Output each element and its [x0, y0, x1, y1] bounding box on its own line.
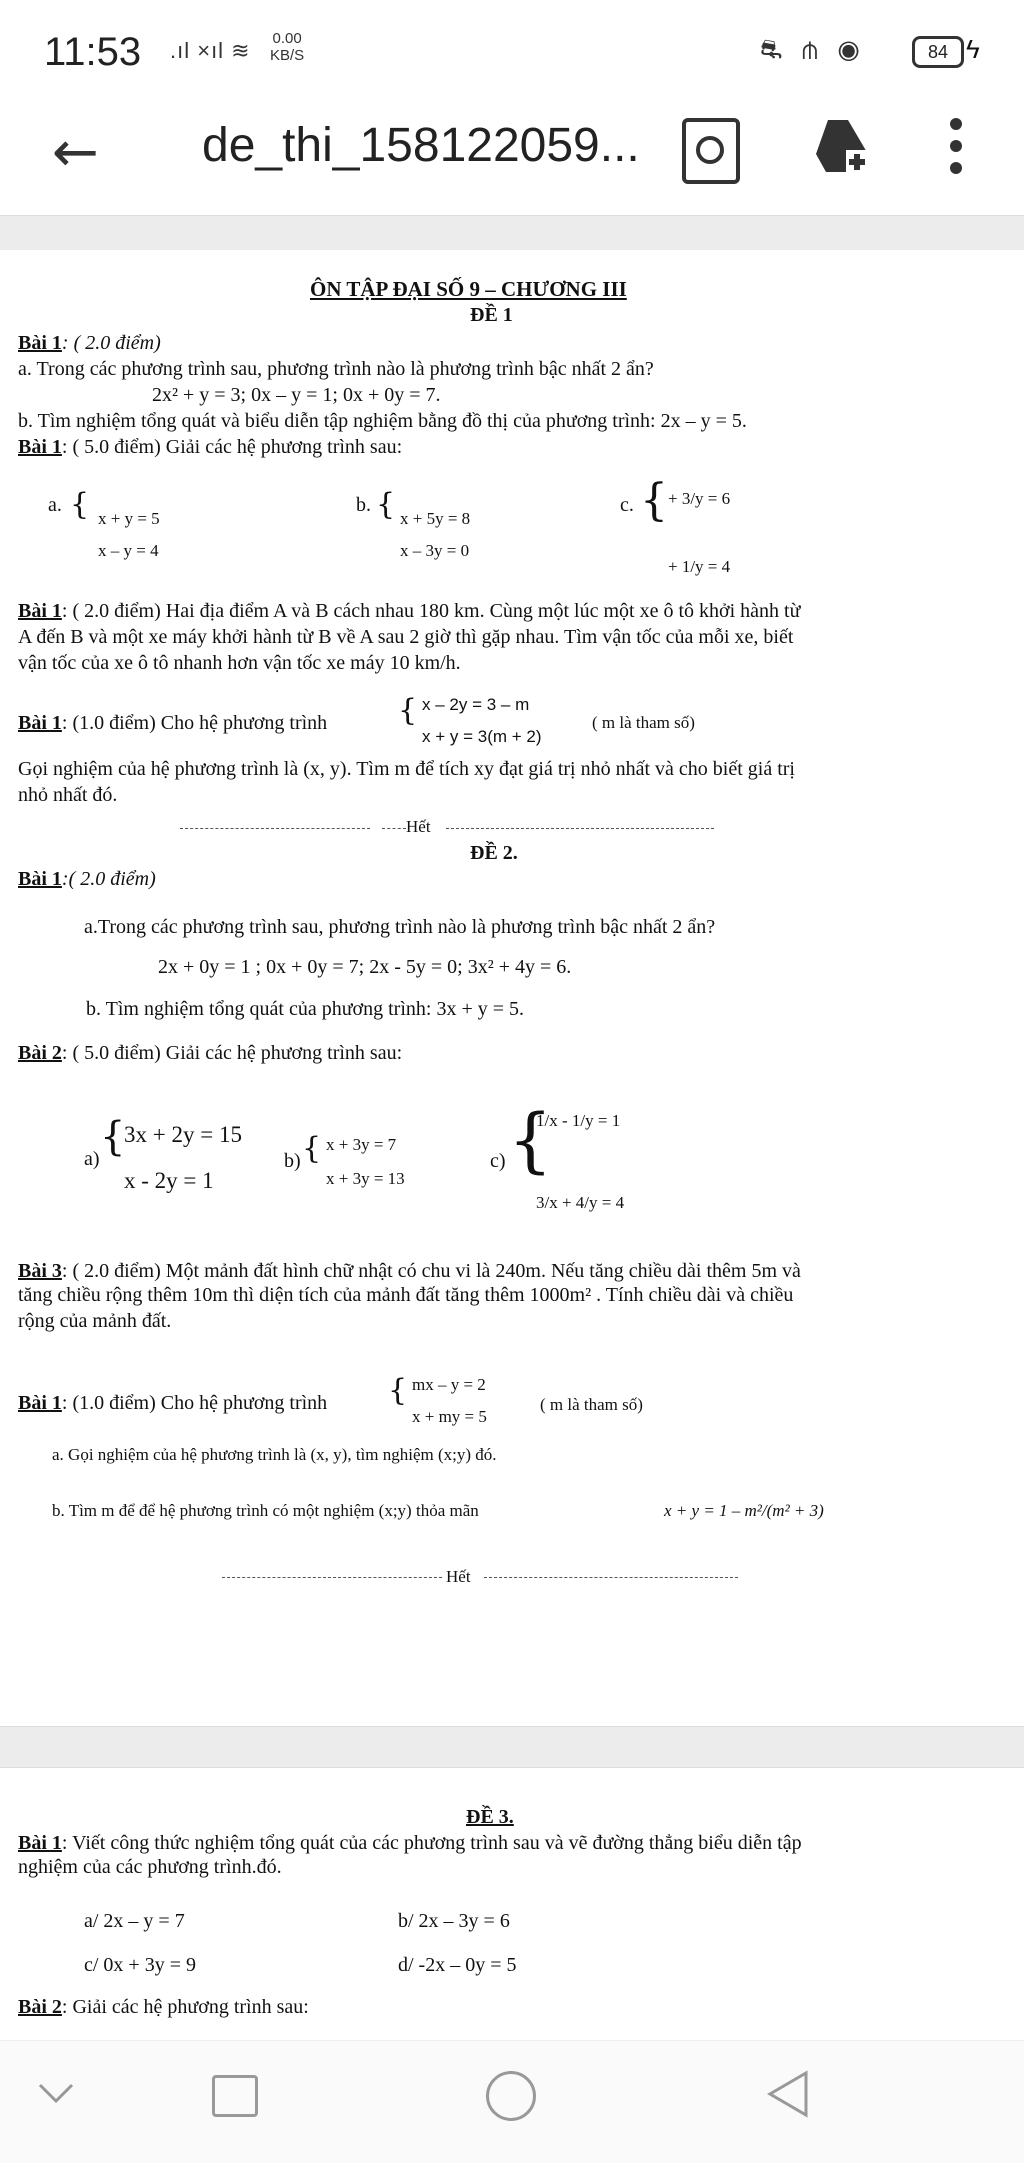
d2-bai4-eq1: mx – y = 2: [412, 1375, 486, 1394]
d2-sys-b-1: x + 3y = 7: [326, 1135, 397, 1154]
d2-bai1-eq: 2x + 0y = 1 ; 0x + 0y = 7; 2x - 5y = 0; 3x² + 4y = 6.: [158, 956, 572, 978]
d2-bai3: Bài 3: ( 2.0 điểm) Một mảnh đất hình chữ nhật có chu vi là 240m. Nếu tăng chiều dài thêm 5m và: [18, 1260, 801, 1282]
charging-icon: ϟ: [966, 34, 980, 64]
de3-title: ĐỀ 3.: [466, 1806, 514, 1828]
d2-bai4-b-eq: x + y = 1 – m²/(m² + 3): [664, 1501, 824, 1520]
brace-icon: {: [70, 487, 90, 522]
status-bar: [0, 0, 1024, 110]
page-gap: [0, 1726, 1024, 1768]
battery-icon: 84: [912, 36, 964, 68]
d1-bai4-q1: Gọi nghiệm của hệ phương trình là (x, y). Tìm m để tích xy đạt giá trị nhỏ nhất và cho biết giá trị: [18, 758, 795, 780]
brace-icon: {: [376, 487, 396, 522]
d1-bai4: Bài 1: (1.0 điểm) Cho hệ phương trình: [18, 712, 328, 734]
de1-title: ĐỀ 1: [470, 304, 513, 326]
d2-bai4-a: a. Gọi nghiệm của hệ phương trình là (x, y), tìm nghiệm (x;y) đó.: [52, 1445, 497, 1464]
d1-sys-a-2: x – y = 4: [98, 541, 159, 560]
d1-bai4-q2: nhỏ nhất đó.: [18, 784, 118, 806]
recents-icon[interactable]: [212, 2075, 258, 2117]
drive-add-icon[interactable]: [808, 114, 876, 182]
d2-bai3-l3: rộng của mảnh đất.: [18, 1310, 172, 1332]
brace-icon: {: [508, 1099, 553, 1181]
speed-unit: KB/S: [270, 47, 305, 64]
speed-value: 0.00: [272, 30, 302, 47]
more-icon[interactable]: [948, 118, 964, 184]
d2-sys-a-2: x - 2y = 1: [124, 1168, 214, 1193]
d2-sys-a-1: 3x + 2y = 15: [124, 1122, 242, 1147]
d3-bai1-l2: nghiệm của các phương trình.đó.: [18, 1856, 282, 1878]
d2-bai2: Bài 2: ( 5.0 điểm) Giải các hệ phương trình sau:: [18, 1042, 403, 1064]
d1-sys-b-1: x + 5y = 8: [400, 509, 471, 528]
d1-sys-b-label: b.: [356, 494, 371, 516]
d2-sys-b-2: x + 3y = 13: [326, 1169, 405, 1188]
d2-bai4-param: ( m là tham số): [540, 1395, 643, 1414]
d1-bai2: Bài 1: ( 5.0 điểm) Giải các hệ phương trình sau:: [18, 436, 403, 458]
nav-bar: [0, 2040, 1024, 2163]
d2-bai1-a: a.Trong các phương trình sau, phương trình nào là phương trình bậc nhất 2 ẩn?: [84, 916, 716, 938]
brace-icon: {: [302, 1131, 322, 1166]
divider: [222, 1577, 442, 1578]
status-time: 11:53: [44, 30, 142, 74]
d3-eq-a: a/ 2x – y = 7: [84, 1910, 185, 1932]
d3-eq-d: d/ -2x – 0y = 5: [398, 1954, 517, 1976]
d1-sys-c-label: c.: [620, 494, 634, 516]
het-1: Hết: [406, 817, 431, 836]
d1-bai3-l2: A đến B và một xe máy khởi hành từ B về A sau 2 giờ thì gặp nhau. Tìm vận tốc của mỗi xe, biết: [18, 626, 794, 648]
divider: [382, 828, 406, 829]
d1-bai4-eq1: x – 2y = 3 – m: [422, 695, 530, 714]
d1-bai1-a: a. Trong các phương trình sau, phương trình nào là phương trình bậc nhất 2 ẩn?: [18, 358, 654, 380]
d2-sys-a-label: a): [84, 1148, 100, 1170]
d1-sys-b-2: x – 3y = 0: [400, 541, 470, 560]
d2-sys-c-label: c): [490, 1150, 506, 1172]
d1-bai3-l3: vận tốc của xe ô tô nhanh hơn vận tốc xe máy 10 km/h.: [18, 652, 461, 674]
d2-bai4: Bài 1: (1.0 điểm) Cho hệ phương trình: [18, 1392, 328, 1414]
het-2: Hết: [446, 1567, 471, 1586]
d2-sys-c-2: 3/x + 4/y = 4: [536, 1193, 625, 1212]
back-arrow-icon[interactable]: ←: [52, 120, 99, 185]
d3-bai2: Bài 2: Giải các hệ phương trình sau:: [18, 1996, 309, 2018]
d2-sys-c-1: 1/x - 1/y = 1: [536, 1111, 621, 1130]
network-speed: [270, 30, 304, 64]
d2-bai1-b: b. Tìm nghiệm tổng quát của phương trình: 3x + y = 5.: [86, 998, 525, 1020]
d3-eq-b: b/ 2x – 3y = 6: [398, 1910, 510, 1932]
signal-icon: .ıl ×ıl ≋: [170, 38, 251, 63]
d2-bai3-l2: tăng chiều rộng thêm 10m thì diện tích của mảnh đất tăng thêm 1000m² . Tính chiều dài và chiều: [18, 1284, 794, 1306]
d1-sys-a-label: a.: [48, 494, 62, 516]
d1-sys-c-1: + 3/y = 6: [668, 489, 731, 508]
d1-bai4-param: ( m là tham số): [592, 713, 695, 732]
page-gap: [0, 215, 1024, 250]
d1-bai1: Bài 1: ( 2.0 điểm): [18, 332, 161, 354]
d2-bai4-eq2: x + my = 5: [412, 1407, 487, 1426]
d1-bai1-b: b. Tìm nghiệm tổng quát và biểu diễn tập nghiệm bằng đồ thị của phương trình: 2x – y = 5.: [18, 410, 747, 432]
brace-icon: {: [640, 475, 668, 526]
d2-bai4-b: b. Tìm m để để hệ phương trình có một nghiệm (x;y) thỏa mãn: [52, 1501, 479, 1520]
divider: [446, 828, 714, 829]
brace-icon: {: [100, 1114, 126, 1160]
d1-sys-c-2: + 1/y = 4: [668, 557, 731, 576]
doc-header: ÔN TẬP ĐẠI SỐ 9 – CHƯƠNG III: [310, 277, 627, 301]
d2-sys-b-label: b): [284, 1150, 301, 1172]
d1-bai1-eq: 2x² + y = 3; 0x – y = 1; 0x + 0y = 7.: [152, 384, 441, 406]
file-title: de_thi_158122059...: [202, 119, 640, 172]
divider: [180, 828, 370, 829]
notification-icons: ⛐ ⋔ ◉: [760, 34, 866, 64]
back-nav-icon[interactable]: [766, 2069, 810, 2119]
brace-icon: {: [398, 693, 418, 728]
brace-icon: {: [388, 1373, 408, 1408]
collapse-nav-icon[interactable]: [36, 2081, 76, 2105]
de2-title: ĐỀ 2.: [470, 842, 518, 864]
d3-eq-c: c/ 0x + 3y = 9: [84, 1954, 196, 1976]
search-doc-icon[interactable]: [682, 118, 740, 184]
home-icon[interactable]: [486, 2071, 536, 2121]
d2-bai1: Bài 1:( 2.0 điểm): [18, 868, 156, 890]
d1-bai3: Bài 1: ( 2.0 điểm) Hai địa điểm A và B cách nhau 180 km. Cùng một lúc một xe ô tô khởi hành từ: [18, 600, 801, 622]
d3-bai1: Bài 1: Viết công thức nghiệm tổng quát của các phương trình sau và vẽ đường thẳng biểu diễn tập: [18, 1832, 802, 1854]
d1-sys-a-1: x + y = 5: [98, 509, 160, 528]
divider: [484, 1577, 738, 1578]
d1-bai4-eq2: x + y = 3(m + 2): [422, 727, 542, 746]
